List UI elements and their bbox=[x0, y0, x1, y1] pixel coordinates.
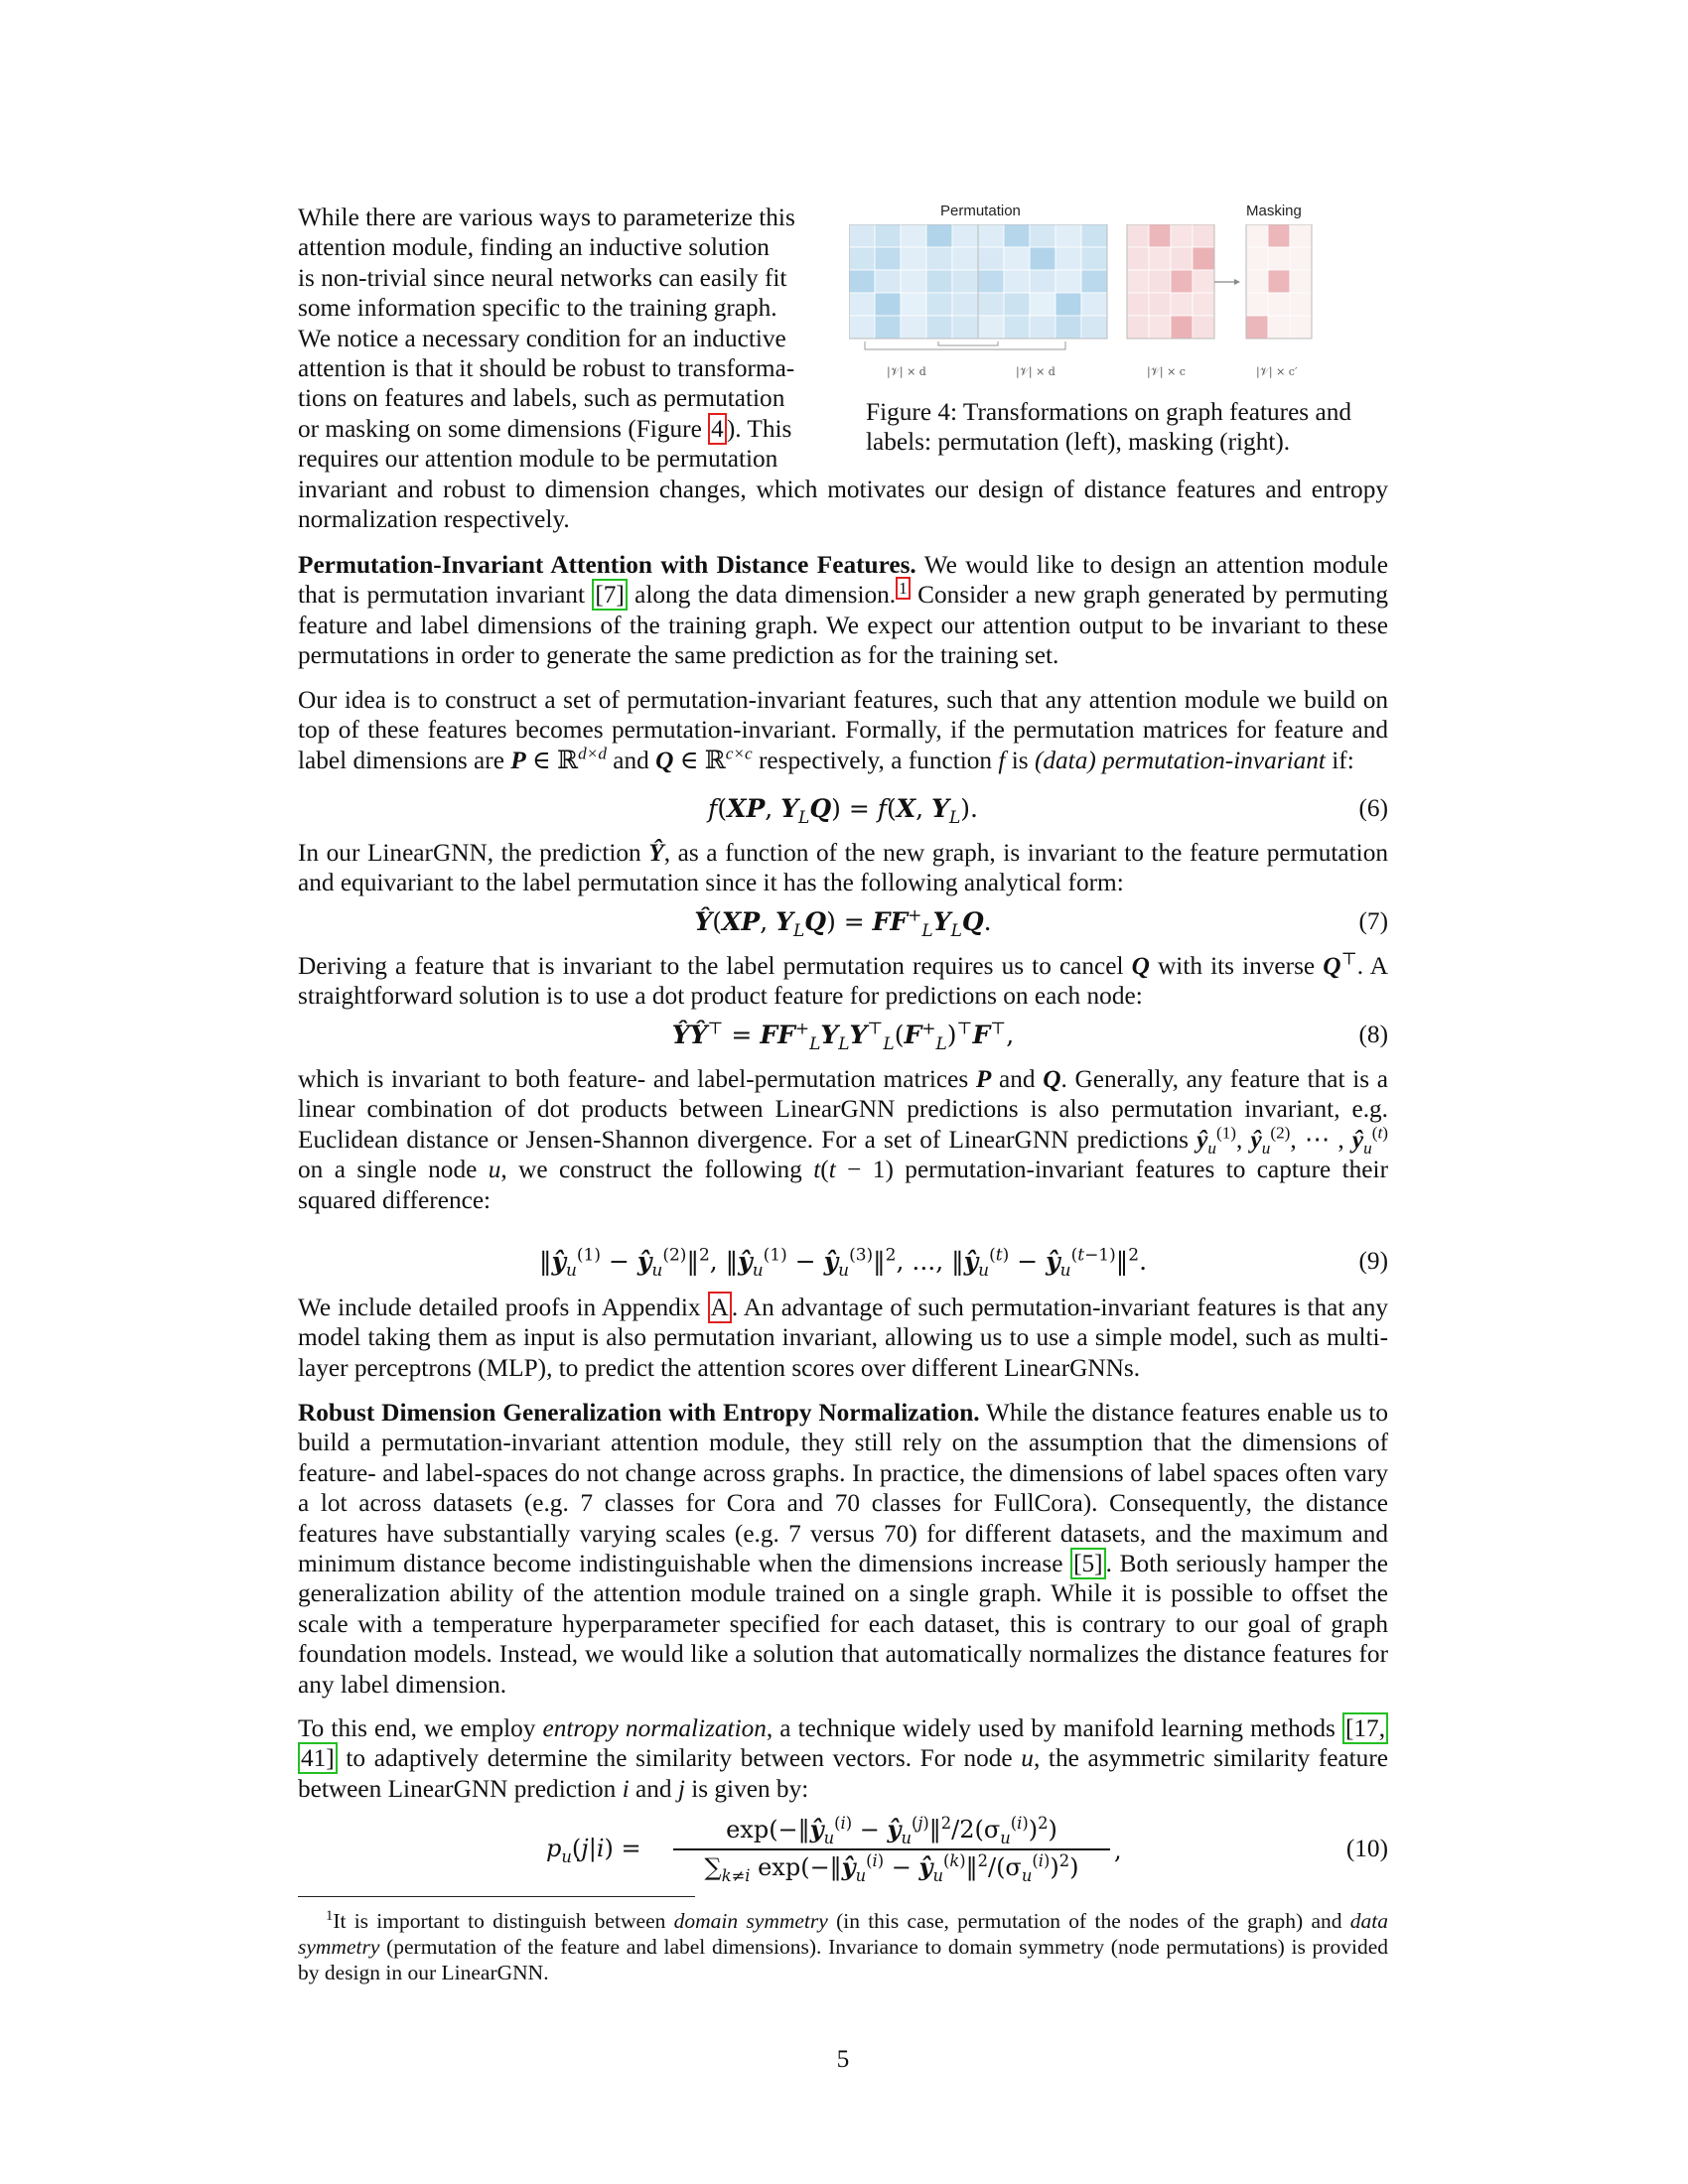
matrix-cell bbox=[1004, 316, 1030, 339]
matrix-cell bbox=[952, 293, 978, 316]
matrix-cell bbox=[1290, 316, 1312, 339]
matrix-cell bbox=[1004, 293, 1030, 316]
matrix-cell bbox=[1081, 316, 1107, 339]
matrix-cell bbox=[1127, 293, 1149, 316]
matrix-cell bbox=[875, 316, 901, 339]
matrix-cell bbox=[1004, 270, 1030, 293]
permutation-bracket-inner bbox=[938, 341, 998, 345]
matrix-cell bbox=[1030, 316, 1055, 339]
matrix-cell bbox=[1127, 316, 1149, 339]
matrix-cell bbox=[901, 247, 926, 270]
matrix-cell bbox=[875, 270, 901, 293]
matrix-cell bbox=[1030, 247, 1055, 270]
equation-number: (8) bbox=[1358, 1021, 1388, 1048]
matrix-cell bbox=[978, 316, 1004, 339]
matrix-cell bbox=[849, 316, 875, 339]
equation-number: (6) bbox=[1358, 794, 1388, 822]
section-permutation-invariant: Permutation-Invariant Attention with Distance Features. We would like to design an attention module that is permutation invariant [7] along the data dimension. $^1$ Consider a new graph generated by permuting feature and label dimensions of the training graph. We expect our attention output to be invariant to these permutations in order to generate the same prediction as for the training set. bbox=[298, 551, 1389, 670]
matrix-cell bbox=[978, 247, 1004, 270]
figure-4 bbox=[849, 199, 1388, 387]
matrix-cell bbox=[1290, 293, 1312, 316]
matrix-cell bbox=[1246, 247, 1268, 270]
matrix-cell bbox=[1171, 247, 1193, 270]
matrix-cell bbox=[1290, 247, 1312, 270]
matrix-cell bbox=[1268, 316, 1290, 339]
appendix-link[interactable]: A bbox=[708, 1292, 732, 1323]
matrix-cell bbox=[1030, 224, 1055, 247]
matrix-cell bbox=[901, 270, 926, 293]
matrix-cell bbox=[875, 224, 901, 247]
matrix-cell bbox=[901, 316, 926, 339]
matrix-cell bbox=[901, 293, 926, 316]
matrix-cell bbox=[1055, 270, 1081, 293]
citation-link[interactable]: 41] bbox=[298, 1742, 338, 1774]
equation-10: $p_u(j|i)$ = $\exp(-‖ŷ_u^{(i)}$ − $ŷ_u^{(j)}‖^2/2(\sigma_u^{(i)})^2$) $\sum_{k\ne i}$ $\exp(-‖ŷ_u^{(i)}$ − $ŷ_u^{(k)}‖^2/(\sigma_u^{(i)})^2$) , (10) bbox=[546, 1814, 1388, 1885]
matrix-cell bbox=[1268, 270, 1290, 293]
equation-number: (10) bbox=[1345, 1835, 1388, 1862]
feature-matrix-original bbox=[849, 224, 978, 339]
equation-8: ŶŶ⊤ = $FF^+_LY_LY^⊤_L(F^+_L)^⊤F^⊤$, (8) bbox=[671, 1019, 1388, 1054]
paragraph-lineargnn-prediction: In our LinearGNN, the prediction Ŷ, as a function of the new graph, is invariant to the feature permutation and equivariant to the label permutation since it has the following analytical form: bbox=[298, 839, 1388, 897]
section-entropy-normalization: Robust Dimension Generalization with Entropy Normalization. While the distance features enable us to build a permutation-invariant attention module, they still rely on the assumption that the dimensions of feature- and label-spaces do not change across graphs. In practice, the dimensions of label spaces often vary a lot across datasets (e.g. 7 classes for Cora and 70 classes for FullCora). Consequently, the distance features have substantially varying scales (e.g. 7 versus 70) for different datasets, and the maximum and minimum distance become indistinguishable when the dimensions increase [5] . Both seriously hamper the generalization ability of the attention module trained on a single graph. While it is possible to offset the scale with a temperature hyperparameter specified for each dataset, this is contrary to our goal of graph foundation models. Instead, we would like a solution that automatically normalizes the distance features for any label dimension. bbox=[298, 1399, 1389, 1699]
matrix-cell bbox=[1149, 224, 1171, 247]
matrix-cell bbox=[1081, 224, 1107, 247]
matrix-cell bbox=[978, 293, 1004, 316]
matrix-cell bbox=[1030, 293, 1055, 316]
figure-4-caption: Figure 4: Transformations on graph features and labels: permutation (left), masking (right). bbox=[866, 398, 1351, 457]
matrix-cell bbox=[926, 270, 952, 293]
dim-label-2: |𝒱| × d bbox=[1016, 365, 1055, 378]
citation-link[interactable]: [5] bbox=[1070, 1548, 1106, 1579]
matrix-cell bbox=[1246, 224, 1268, 247]
matrix-cell bbox=[1127, 247, 1149, 270]
paragraph-appendix: We include detailed proofs in Appendix A . An advantage of such permutation-invariant features is that any model taking them as input is also permutation invariant, allowing us to use a simple model, such as multi-layer perceptrons (MLP), to predict the attention scores over different LinearGNNs. bbox=[298, 1294, 1388, 1382]
figure-4-matrices bbox=[849, 224, 1388, 383]
section-heading: Permutation-Invariant Attention with Distance Features. bbox=[298, 551, 916, 579]
matrix-cell bbox=[1193, 247, 1214, 270]
matrix-cell bbox=[1055, 247, 1081, 270]
figure-4-link[interactable]: 4 bbox=[708, 413, 727, 445]
matrix-cell bbox=[1030, 270, 1055, 293]
page-number: 5 bbox=[836, 2045, 850, 2073]
matrix-cell bbox=[1004, 224, 1030, 247]
label-matrix-original bbox=[1127, 224, 1214, 339]
matrix-cell bbox=[1290, 224, 1312, 247]
footnote-mark: 1 bbox=[326, 1907, 334, 1924]
matrix-cell bbox=[1081, 293, 1107, 316]
matrix-cell bbox=[901, 224, 926, 247]
matrix-cell bbox=[1268, 224, 1290, 247]
equation-number: (7) bbox=[1358, 907, 1388, 935]
footnote-link[interactable]: 1 bbox=[896, 577, 911, 600]
equation-7: Ŷ(XP, $Y_LQ) = FF^+_LY_LQ$. (7) bbox=[694, 905, 1388, 941]
matrix-cell bbox=[1149, 270, 1171, 293]
matrix-cell bbox=[1004, 247, 1030, 270]
feature-matrix-permuted bbox=[978, 224, 1107, 339]
intro-continuation: invariant and robust to dimension changes, which motivates our design of distance features and entropy normalization respectively. bbox=[298, 475, 1388, 534]
matrix-cell bbox=[849, 247, 875, 270]
matrix-cell bbox=[849, 293, 875, 316]
equation-6: f(XP, $Y_LQ) = f(X$, $Y_L$). (6) bbox=[708, 794, 1388, 828]
matrix-cell bbox=[875, 293, 901, 316]
equation-number: (9) bbox=[1358, 1247, 1388, 1275]
matrix-cell bbox=[926, 247, 952, 270]
matrix-cell bbox=[1149, 316, 1171, 339]
dim-label-4: |𝒱| × c′ bbox=[1256, 365, 1298, 378]
matrix-cell bbox=[1081, 270, 1107, 293]
matrix-cell bbox=[1171, 224, 1193, 247]
matrix-cell bbox=[1127, 224, 1149, 247]
matrix-cell bbox=[1193, 293, 1214, 316]
matrix-cell bbox=[926, 316, 952, 339]
equation-9: $‖ŷ_u^{(1)}$ − $ŷ_u^{(2)}‖^2$, $‖ŷ_u^{(1)}$ − $ŷ_u^{(3)}‖^2$, ..., $‖ŷ_u^{(t)}$ − $ŷ_u^{(t-1)}‖^2$. (9) bbox=[538, 1245, 1388, 1281]
dim-label-1: |𝒱| × d bbox=[887, 365, 926, 378]
matrix-cell bbox=[952, 224, 978, 247]
matrix-cell bbox=[1055, 293, 1081, 316]
masking-label: Masking bbox=[1246, 203, 1302, 219]
dim-label-3: |𝒱| × c bbox=[1147, 365, 1186, 378]
matrix-cell bbox=[1193, 316, 1214, 339]
citation-link[interactable]: [7] bbox=[592, 579, 628, 611]
matrix-cell bbox=[1149, 247, 1171, 270]
citation-link[interactable]: [17, bbox=[1342, 1712, 1388, 1744]
matrix-cell bbox=[1193, 270, 1214, 293]
matrix-cell bbox=[1055, 316, 1081, 339]
matrix-cell bbox=[978, 270, 1004, 293]
masking-arrowhead bbox=[1234, 279, 1240, 285]
matrix-cell bbox=[849, 224, 875, 247]
permutation-label: Permutation bbox=[940, 203, 1021, 219]
matrix-cell bbox=[978, 224, 1004, 247]
paragraph-dot-product: Deriving a feature that is invariant to the label permutation requires us to cancel Q with its inverse Q⊤. A straightforward solution is to use a dot product feature for predictions on each node: bbox=[298, 949, 1388, 1011]
intro-paragraph: While there are various ways to parameterize this attention module, finding an inductive solution is non-trivial since neural networks can easily fit some information specific to the training graph. We notice a necessary condition for an inductive attention is that it should be robust to transforma- tions on features and labels, such as permutation or masking on some dimensions (Figure 4 ). This requires our attention module to be permutation invariant and robust to dimension changes, which motivates our design of distance features and entropy normalization respectively. bbox=[298, 204, 1388, 534]
matrix-cell bbox=[926, 293, 952, 316]
matrix-cell bbox=[1193, 224, 1214, 247]
matrix-cell bbox=[926, 224, 952, 247]
paragraph-distance-features: which is invariant to both feature- and label-permutation matrices P and Q. Generally, any feature that is a linear combination of dot products between LinearGNN predictions is also permutation invariant, e.g. Euclidean distance or Jensen-Shannon divergence. For a set of LinearGNN predictions $ŷ_u^{(1)}$, $ŷ_u^{(2)}$, ⋯ , $ŷ_u^{(t)}$ on a single node u, we construct the following t(t − 1) permutation-invariant features to capture their squared difference: bbox=[298, 1065, 1388, 1214]
matrix-cell bbox=[1246, 270, 1268, 293]
label-matrix-masked bbox=[1246, 224, 1312, 339]
paragraph-invariance-definition: Our idea is to construct a set of permutation-invariant features, such that any attention module we build on top of these features becomes permutation-invariant. Formally, if the permutation matrices for feature and label dimensions are P ∈ ℝ$^{d\times d}$ and Q ∈ ℝ$^{c\times c}$ respectively, a function f is (data) permutation-invariant if: bbox=[298, 686, 1388, 774]
matrix-cell bbox=[952, 247, 978, 270]
paper-page bbox=[298, 0, 1388, 2184]
matrix-cell bbox=[1246, 293, 1268, 316]
matrix-cell bbox=[1268, 247, 1290, 270]
matrix-cell bbox=[1081, 247, 1107, 270]
footnote: $^1$It is important to distinguish between domain symmetry (in this case, permutation of the nodes of the graph) and data symmetry (permutation of the feature and label dimensions). Invariance to domain symmetry (node permutations) is provided by design in our LinearGNN. bbox=[298, 1907, 1388, 1984]
matrix-cell bbox=[952, 270, 978, 293]
matrix-cell bbox=[849, 270, 875, 293]
matrix-cell bbox=[1246, 316, 1268, 339]
matrix-cell bbox=[1149, 293, 1171, 316]
paragraph-entropy-normalization: To this end, we employ entropy normalization, a technique widely used by manifold learning methods [17, 41] to adaptively determine the similarity between vectors. For node u, the asymmetric similarity feature between LinearGNN prediction i and j is given by: bbox=[298, 1714, 1388, 1803]
matrix-cell bbox=[1268, 293, 1290, 316]
matrix-cell bbox=[1171, 270, 1193, 293]
section-heading: Robust Dimension Generalization with Entropy Normalization. bbox=[298, 1399, 980, 1427]
matrix-cell bbox=[1290, 270, 1312, 293]
matrix-cell bbox=[952, 316, 978, 339]
matrix-cell bbox=[1171, 316, 1193, 339]
matrix-cell bbox=[1127, 270, 1149, 293]
matrix-cell bbox=[1171, 293, 1193, 316]
matrix-cell bbox=[1055, 224, 1081, 247]
matrix-cell bbox=[875, 247, 901, 270]
footnote-rule bbox=[298, 1896, 695, 1897]
